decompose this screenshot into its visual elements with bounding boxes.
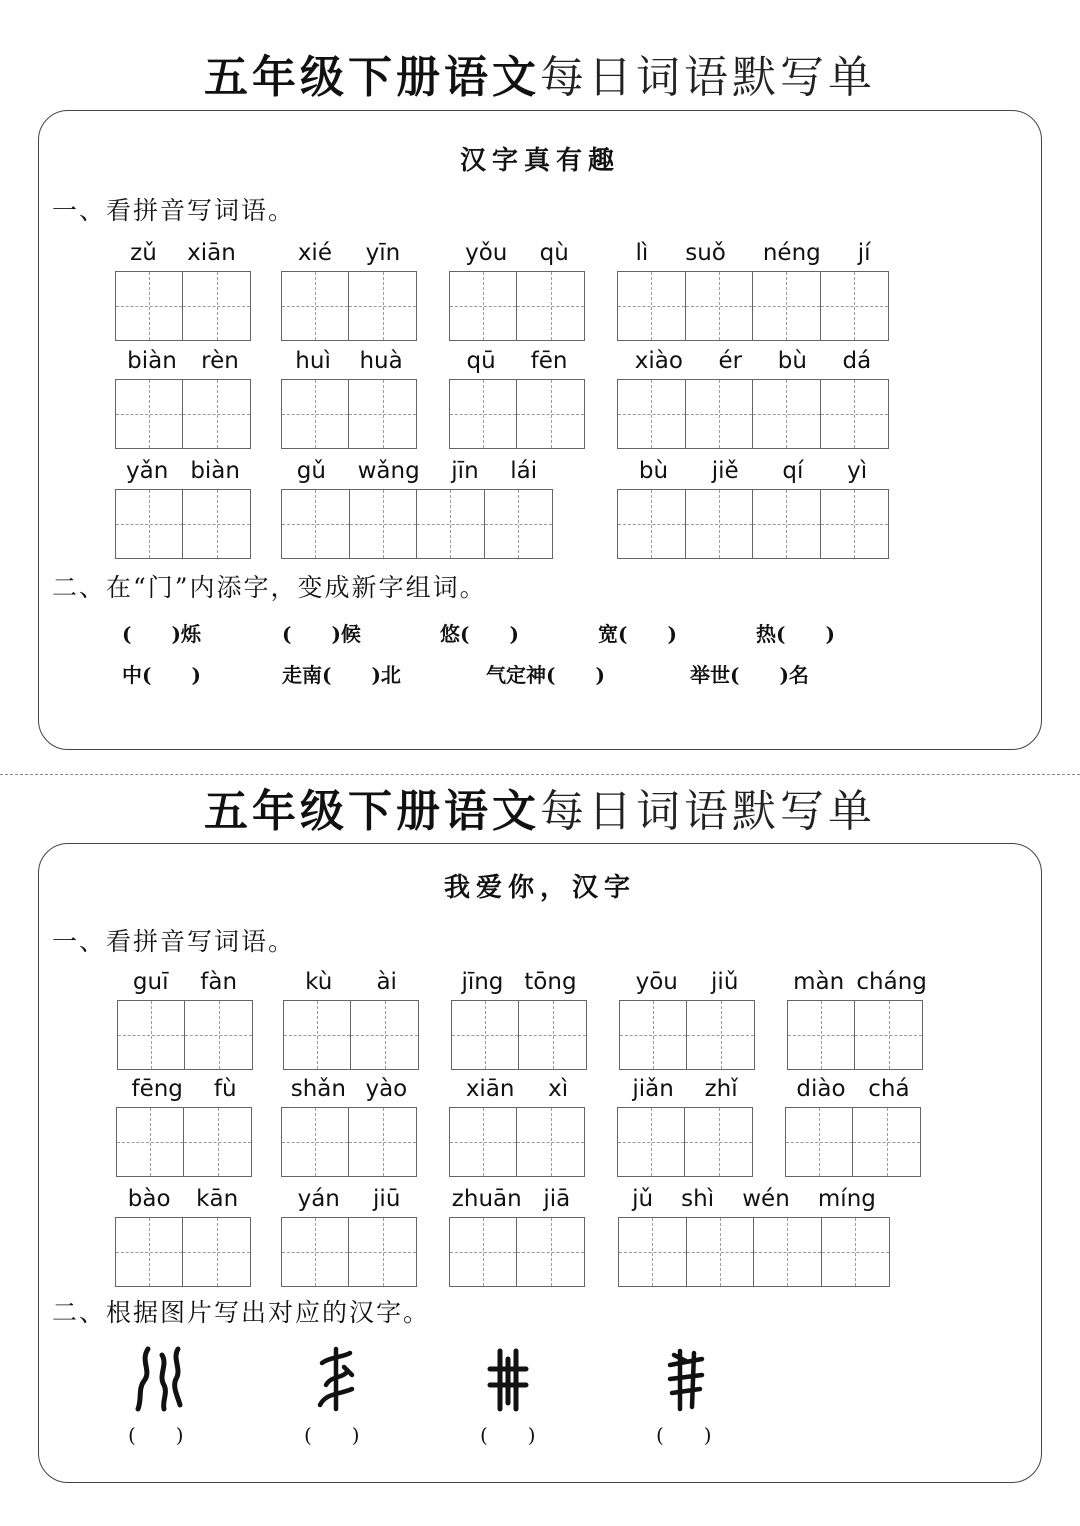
pinyin-syllable: fàn xyxy=(200,969,238,995)
fill-blank-8[interactable]: 气定神( ) xyxy=(486,663,605,687)
writing-cell[interactable] xyxy=(183,272,250,340)
writing-cell[interactable] xyxy=(116,380,183,448)
pinyin-syllable: jǔ xyxy=(632,1186,654,1212)
fill-blank-5[interactable]: 热( ) xyxy=(756,622,835,646)
writing-cell[interactable] xyxy=(519,1001,586,1069)
pinyin-syllable: lái xyxy=(510,458,538,484)
writing-cell[interactable] xyxy=(184,1108,251,1176)
writing-cell[interactable] xyxy=(118,1001,185,1069)
pinyin-syllable: gǔ xyxy=(296,458,326,484)
pinyin-syllable: shǎn xyxy=(290,1076,346,1102)
pinyin-syllable: xiào xyxy=(634,348,683,374)
ancient-glyph-4 xyxy=(666,1347,706,1413)
writing-cell[interactable] xyxy=(853,1108,920,1176)
glyph-answer-1[interactable]: ( ) xyxy=(128,1423,184,1447)
pinyin-syllable: fēn xyxy=(530,348,568,374)
writing-cell[interactable] xyxy=(517,380,584,448)
pinyin-syllable: ài xyxy=(376,969,397,995)
glyph-answer-3[interactable]: ( ) xyxy=(480,1423,536,1447)
pinyin-syllable: qū xyxy=(466,348,496,374)
writing-cell[interactable] xyxy=(450,1108,517,1176)
pinyin-syllable: shì xyxy=(681,1186,715,1212)
pinyin-syllable: jīng xyxy=(461,969,504,995)
writing-cell[interactable] xyxy=(349,380,416,448)
pinyin-syllable: fù xyxy=(213,1076,237,1102)
cut-line xyxy=(0,774,1080,775)
writing-cell[interactable] xyxy=(349,272,416,340)
writing-cell[interactable] xyxy=(855,1001,922,1069)
writing-cell[interactable] xyxy=(282,272,349,340)
writing-cell[interactable] xyxy=(351,1001,418,1069)
pinyin-syllable: míng xyxy=(817,1186,876,1212)
writing-cell[interactable] xyxy=(282,490,350,558)
writing-cell[interactable] xyxy=(821,380,889,448)
pinyin-syllable: guī xyxy=(132,969,169,995)
sheet1-section2-heading: 二、在“门”内添字，变成新字组词。 xyxy=(52,573,487,602)
pinyin-syllable: yì xyxy=(847,458,868,484)
sheet1-main-title xyxy=(0,52,1080,104)
sheet2-main-title xyxy=(0,786,1080,838)
sheet2-lesson-title: 我爱你，汉字 xyxy=(443,873,636,903)
writing-cell[interactable] xyxy=(685,1108,752,1176)
pinyin-syllable: xié xyxy=(297,240,332,266)
pinyin-syllable: cháng xyxy=(856,969,927,995)
pinyin-syllable: jiě xyxy=(711,458,739,484)
writing-cell[interactable] xyxy=(618,490,686,558)
writing-cell[interactable] xyxy=(116,1218,183,1286)
writing-cell[interactable] xyxy=(686,490,754,558)
writing-cell[interactable] xyxy=(517,272,584,340)
writing-cell[interactable] xyxy=(450,1218,517,1286)
writing-cell[interactable] xyxy=(450,272,517,340)
pinyin-syllable: yǒu xyxy=(465,240,508,266)
sheet2-title-grade: 五年级下册语文 xyxy=(204,786,540,837)
fill-blank-3[interactable]: 悠( ) xyxy=(440,622,519,646)
writing-cell[interactable] xyxy=(452,1001,519,1069)
writing-cell[interactable] xyxy=(753,490,821,558)
writing-cell[interactable] xyxy=(754,1218,822,1286)
glyph-answer-4[interactable]: ( ) xyxy=(656,1423,712,1447)
pinyin-syllable: rèn xyxy=(201,348,239,374)
writing-cell[interactable] xyxy=(282,1108,349,1176)
writing-cell[interactable] xyxy=(284,1001,351,1069)
sheet1-lesson-title: 汉字真有趣 xyxy=(459,146,620,176)
writing-cell[interactable] xyxy=(282,1218,349,1286)
writing-cell[interactable] xyxy=(822,1218,890,1286)
writing-cell[interactable] xyxy=(753,380,821,448)
writing-cell[interactable] xyxy=(686,380,754,448)
pinyin-syllable: lì xyxy=(635,240,649,266)
pinyin-syllable: kān xyxy=(196,1186,239,1212)
pinyin-syllable: yào xyxy=(365,1076,408,1102)
pinyin-syllable: dá xyxy=(842,348,872,374)
writing-cell[interactable] xyxy=(821,272,889,340)
fill-blank-7[interactable]: 走南( )北 xyxy=(282,663,401,687)
fill-blank-1[interactable]: ( )烁 xyxy=(122,622,201,646)
pinyin-syllable: bào xyxy=(127,1186,171,1212)
ancient-glyph-1 xyxy=(132,1345,188,1413)
writing-cell[interactable] xyxy=(618,1108,685,1176)
pinyin-syllable: yǎn xyxy=(126,458,169,484)
pinyin-syllable: suǒ xyxy=(685,240,726,266)
pinyin-syllable: fēng xyxy=(131,1076,183,1102)
fill-blank-2[interactable]: ( )候 xyxy=(282,622,361,646)
pinyin-syllable: màn xyxy=(793,969,845,995)
pinyin-syllable: jiǎn xyxy=(632,1076,674,1102)
writing-cell[interactable] xyxy=(349,1218,416,1286)
pinyin-syllable: yán xyxy=(297,1186,340,1212)
sheet2-title-dictation: 每日词语默写单 xyxy=(540,786,876,837)
pinyin-syllable: wén xyxy=(742,1186,790,1212)
pinyin-syllable: huà xyxy=(359,348,403,374)
writing-cell[interactable] xyxy=(117,1108,184,1176)
writing-cell[interactable] xyxy=(517,1108,584,1176)
pinyin-syllable: jí xyxy=(857,240,871,266)
pinyin-syllable: wǎng xyxy=(357,458,420,484)
sheet1-section1-heading: 一、看拼音写词语。 xyxy=(52,196,296,225)
sheet2-section2-heading: 二、根据图片写出对应的汉字。 xyxy=(52,1298,431,1327)
writing-cell[interactable] xyxy=(183,1218,250,1286)
pinyin-syllable: xiān xyxy=(187,240,236,266)
writing-cell[interactable] xyxy=(753,272,821,340)
writing-cell[interactable] xyxy=(349,1108,416,1176)
pinyin-syllable: xì xyxy=(548,1076,569,1102)
writing-cell[interactable] xyxy=(620,1001,687,1069)
fill-blank-4[interactable]: 宽( ) xyxy=(598,622,677,646)
writing-cell[interactable] xyxy=(618,380,686,448)
pinyin-syllable: qí xyxy=(782,458,804,484)
writing-cell[interactable] xyxy=(786,1108,853,1176)
writing-cell[interactable] xyxy=(618,272,686,340)
pinyin-syllable: zǔ xyxy=(130,240,157,266)
pinyin-syllable: yīn xyxy=(365,240,401,266)
writing-cell[interactable] xyxy=(282,380,349,448)
writing-cell[interactable] xyxy=(185,1001,252,1069)
writing-cell[interactable] xyxy=(116,490,183,558)
pinyin-syllable: jīn xyxy=(451,458,479,484)
pinyin-syllable: biàn xyxy=(127,348,177,374)
pinyin-syllable: jiā xyxy=(543,1186,571,1212)
pinyin-syllable: tōng xyxy=(524,969,577,995)
pinyin-syllable: jiū xyxy=(373,1186,401,1212)
writing-cell[interactable] xyxy=(485,490,553,558)
pinyin-syllable: qù xyxy=(539,240,569,266)
pinyin-syllable: huì xyxy=(295,348,331,374)
sheet2-section1-heading: 一、看拼音写词语。 xyxy=(52,927,296,956)
fill-blank-6[interactable]: 中( ) xyxy=(122,663,201,687)
pinyin-syllable: xiān xyxy=(465,1076,515,1102)
pinyin-syllable: zhuān xyxy=(451,1186,522,1212)
writing-cell[interactable] xyxy=(687,1218,755,1286)
writing-cell[interactable] xyxy=(821,490,889,558)
pinyin-syllable: jiǔ xyxy=(711,969,739,995)
pinyin-syllable: zhǐ xyxy=(704,1076,738,1102)
writing-cell[interactable] xyxy=(417,490,485,558)
fill-blank-9[interactable]: 举世( )名 xyxy=(690,663,809,687)
pinyin-syllable: biàn xyxy=(190,458,240,484)
pinyin-syllable: ér xyxy=(718,348,743,374)
writing-cell[interactable] xyxy=(619,1218,687,1286)
pinyin-syllable: néng xyxy=(762,240,821,266)
writing-cell[interactable] xyxy=(183,380,250,448)
pinyin-syllable: bù xyxy=(638,458,669,484)
pinyin-syllable: bù xyxy=(777,348,807,374)
ancient-glyph-3 xyxy=(486,1347,530,1413)
writing-cell[interactable] xyxy=(517,1218,584,1286)
writing-cell[interactable] xyxy=(450,380,517,448)
sheet1-title-grade: 五年级下册语文 xyxy=(204,52,540,103)
writing-cell[interactable] xyxy=(788,1001,855,1069)
writing-cell[interactable] xyxy=(350,490,418,558)
pinyin-syllable: chá xyxy=(868,1076,910,1102)
writing-cell[interactable] xyxy=(183,490,250,558)
writing-cell[interactable] xyxy=(687,1001,754,1069)
pinyin-syllable: kù xyxy=(305,969,333,995)
pinyin-syllable: diào xyxy=(796,1076,846,1102)
writing-cell[interactable] xyxy=(686,272,754,340)
sheet1-title-dictation: 每日词语默写单 xyxy=(540,52,876,103)
pinyin-syllable: yōu xyxy=(635,969,678,995)
writing-cell[interactable] xyxy=(116,272,183,340)
ancient-glyph-2 xyxy=(316,1345,356,1413)
glyph-answer-2[interactable]: ( ) xyxy=(304,1423,360,1447)
